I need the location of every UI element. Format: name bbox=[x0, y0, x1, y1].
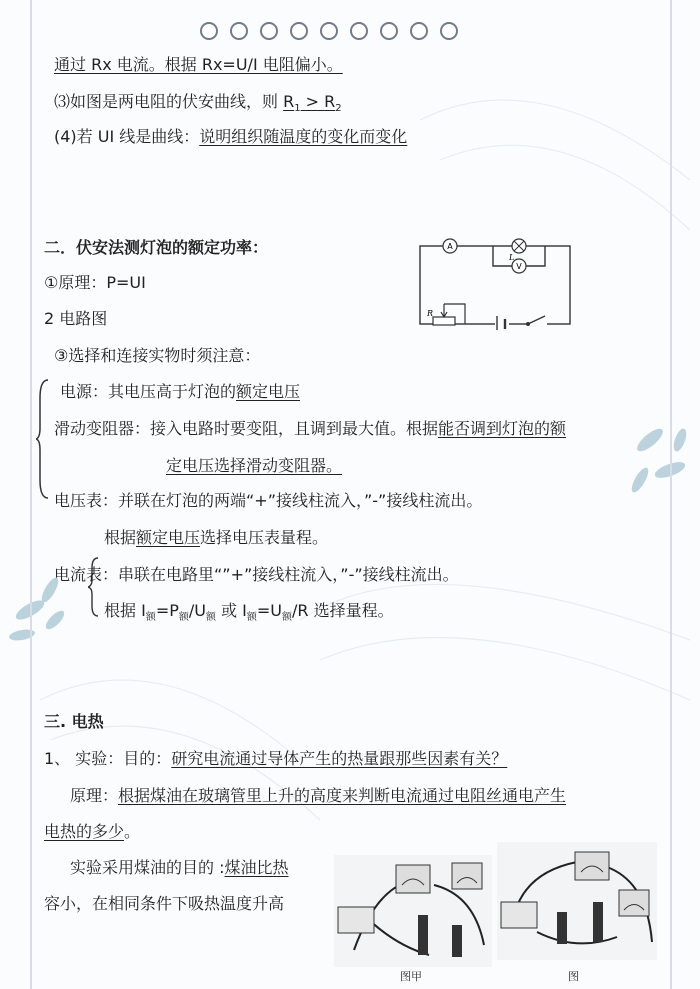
binder-ring-icon bbox=[230, 22, 248, 40]
text-segment: 根据煤油在玻璃管里上升的高度来判断电流通过电阻丝通电产生 bbox=[118, 786, 567, 805]
power-supply-note bbox=[60, 382, 300, 402]
meter-icon bbox=[396, 865, 430, 893]
binder-ring-icon bbox=[440, 22, 458, 40]
text-segment: /R 选择量程。 bbox=[292, 601, 394, 620]
circuit-diagram bbox=[415, 238, 575, 330]
subscript: 额 bbox=[205, 612, 216, 624]
leaf-sprig-right-icon bbox=[629, 425, 689, 495]
switch-icon bbox=[527, 316, 548, 328]
voltmeter-icon bbox=[512, 259, 526, 273]
flask-icon bbox=[593, 902, 603, 942]
page-frame-right bbox=[670, 0, 672, 989]
binder-ring-icon bbox=[320, 22, 338, 40]
text-segment: 。 bbox=[124, 822, 141, 841]
line-rx-current: 通过 Rx 电流。根据 Rx=U/I 电阻偏小。 bbox=[54, 55, 343, 74]
text-segment: 说明组织随温度的变化而变化 bbox=[199, 127, 408, 146]
flask-icon bbox=[452, 925, 462, 957]
kerosene-reason bbox=[70, 858, 289, 878]
svg-text:A: A bbox=[447, 242, 453, 251]
text-segment: /U bbox=[188, 601, 206, 620]
binder-ring-icon bbox=[260, 22, 278, 40]
voltmeter-range-note bbox=[104, 528, 328, 548]
subscript: 额 bbox=[246, 612, 257, 624]
figure-caption-left: 图甲 bbox=[400, 970, 422, 983]
text-segment: =U bbox=[256, 601, 283, 620]
resistor-compare bbox=[283, 92, 342, 115]
meter-icon bbox=[452, 863, 482, 889]
kerosene-reason-cont: 容小，在相同条件下吸热温度升高 bbox=[44, 894, 285, 913]
ammeter-range-note bbox=[104, 601, 394, 628]
text-segment: 电热的多少 bbox=[44, 822, 125, 841]
flask-icon bbox=[557, 912, 567, 944]
figure-caption-right: 图 bbox=[568, 970, 579, 983]
text-segment: > R bbox=[300, 92, 336, 111]
rheostat-label: R bbox=[427, 309, 434, 318]
text-segment: 电源：其电压高于灯泡的 bbox=[60, 382, 237, 401]
lamp-icon bbox=[512, 239, 526, 253]
experiment-figure-a bbox=[334, 855, 492, 967]
line-iv-curve bbox=[54, 92, 342, 119]
flask-icon bbox=[418, 915, 428, 955]
text-segment: 额定电压 bbox=[136, 528, 201, 547]
leaf-sprig-left-icon bbox=[8, 575, 67, 642]
text-segment: 根据 bbox=[104, 528, 137, 547]
selection-notes-title: ③选择和连接实物时须注意： bbox=[54, 346, 261, 365]
text-segment: 原理： bbox=[70, 786, 119, 805]
subscript: 2 bbox=[335, 103, 342, 115]
line-ui-curve bbox=[54, 127, 407, 147]
text-segment: 能否调到灯泡的额 bbox=[438, 419, 567, 438]
subscript: 额 bbox=[282, 612, 293, 624]
text-segment: 或 I bbox=[215, 601, 247, 620]
binder-ring-icon bbox=[200, 22, 218, 40]
rheostat-note bbox=[54, 419, 566, 439]
subscript: 1 bbox=[294, 103, 301, 115]
experiment-figure-b bbox=[497, 842, 657, 960]
binder-ring-icon bbox=[290, 22, 308, 40]
text-segment: 研究电流通过导体产生的热量跟那些因素有关？ bbox=[171, 749, 508, 768]
battery-icon bbox=[495, 316, 509, 330]
rheostat-note-cont: 定电压选择滑动变阻器。 bbox=[166, 456, 343, 475]
voltmeter-note: 电压表：并联在灯泡的两端“+”接线柱流入，”-”接线柱流出。 bbox=[54, 491, 483, 510]
text-segment: =P bbox=[155, 601, 179, 620]
text-segment: R bbox=[283, 92, 295, 111]
power-supply-icon bbox=[338, 907, 374, 933]
ammeter-note: 电流表：串联在电路里“”+”接线柱流入，”-”接线柱流出。 bbox=[54, 565, 459, 584]
text-segment: 选择电压表量程。 bbox=[200, 528, 329, 547]
experiment-principle-cont bbox=[44, 822, 140, 842]
rheostat-icon bbox=[433, 304, 465, 325]
binder-ring-icon bbox=[350, 22, 368, 40]
text-segment: 1、 实验：目的： bbox=[44, 749, 172, 768]
brace-icon bbox=[36, 378, 50, 500]
power-supply-icon bbox=[501, 902, 537, 928]
section-heading-2: 二．伏安法测灯泡的额定功率： bbox=[44, 238, 269, 257]
meter-icon bbox=[575, 852, 609, 880]
text-segment: 滑动变阻器：接入电路时要变阻，且调到最大值。根据 bbox=[54, 419, 439, 438]
page-frame-left bbox=[30, 0, 32, 989]
binder-ring-icon bbox=[410, 22, 428, 40]
experiment-principle bbox=[70, 786, 566, 806]
meter-icon bbox=[619, 890, 649, 916]
binder-rings bbox=[200, 22, 458, 40]
text-segment: 煤油比热 bbox=[224, 858, 289, 877]
circuit-diagram-label: 2 电路图 bbox=[44, 309, 108, 328]
subscript: 额 bbox=[145, 612, 156, 624]
text-segment: 额定电压 bbox=[236, 382, 301, 401]
principle-line: ①原理：P=UI bbox=[44, 273, 146, 292]
lamp-label: L bbox=[509, 253, 515, 262]
text-segment: 实验采用煤油的目的 : bbox=[70, 858, 225, 877]
subscript: 额 bbox=[178, 612, 189, 624]
text-segment: (4)若 UI 线是曲线： bbox=[54, 127, 200, 146]
ammeter-icon bbox=[443, 239, 457, 253]
text-segment: 根据 I bbox=[104, 601, 146, 620]
section-heading-3: 三. 电热 bbox=[44, 712, 104, 731]
text-segment: ⑶如图是两电阻的伏安曲线，则 bbox=[54, 92, 284, 111]
svg-text:V: V bbox=[516, 262, 522, 271]
experiment-purpose bbox=[44, 749, 507, 769]
binder-ring-icon bbox=[380, 22, 398, 40]
